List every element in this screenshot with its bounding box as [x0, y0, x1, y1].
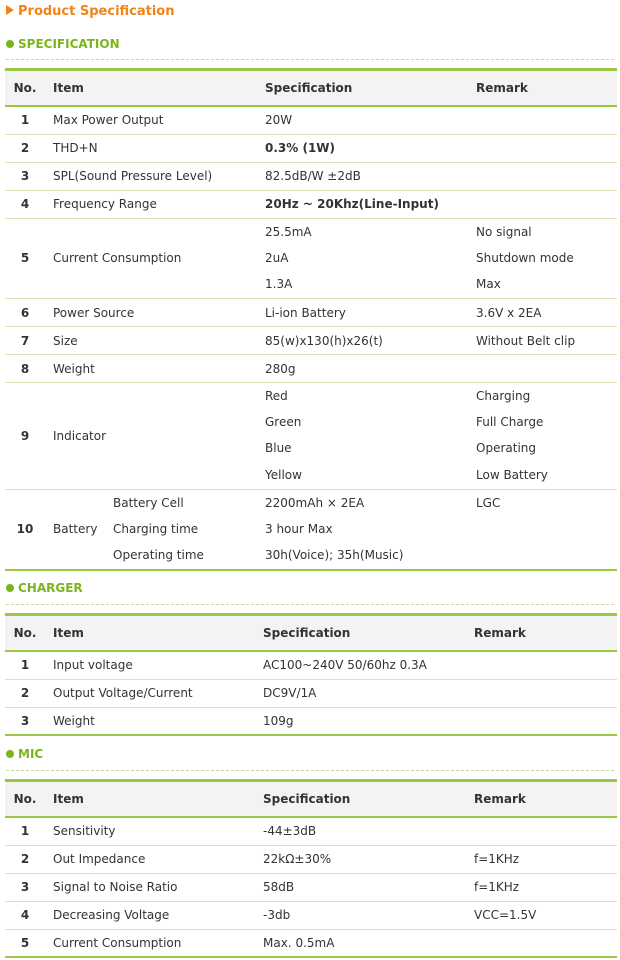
row-spec: -44±3dB — [255, 817, 466, 845]
row-spec: 85(w)x130(h)x26(t) — [257, 327, 468, 355]
col-header-remark: Remark — [466, 615, 617, 652]
row-remark: No signal — [476, 224, 532, 239]
row-no: 2 — [5, 679, 45, 707]
col-header-remark: Remark — [468, 70, 617, 107]
col-header-remark: Remark — [466, 781, 617, 818]
col-header-specification: Specification — [257, 70, 468, 107]
row-spec: 2200mAh × 2EA — [265, 495, 365, 510]
row-no: 1 — [5, 817, 45, 845]
row-spec: 20Hz ~ 20Khz(Line-Input) — [257, 190, 468, 218]
table-row — [5, 218, 617, 245]
row-spec: 25.5mA — [265, 224, 312, 239]
row-spec: 280g — [257, 355, 468, 383]
row-spec: 1.3A — [257, 271, 468, 299]
row-item: Output Voltage/Current — [45, 679, 255, 707]
table-row — [5, 327, 617, 355]
row-spec: -3db — [255, 901, 466, 929]
row-remark — [466, 817, 617, 845]
row-no: 4 — [5, 901, 45, 929]
row-remark — [468, 355, 617, 383]
row-spec: 22kΩ±30% — [255, 845, 466, 873]
row-spec: AC100~240V 50/60hz 0.3A — [255, 651, 466, 679]
table-row — [5, 355, 617, 383]
row-spec: DC9V/1A — [255, 679, 466, 707]
row-no: 8 — [5, 355, 45, 383]
row-spec: 30h(Voice); 35h(Music) — [265, 548, 404, 562]
table-row — [5, 299, 617, 327]
row-spec: Green — [265, 415, 302, 429]
row-remark — [468, 516, 617, 542]
table-row — [5, 901, 617, 929]
row-no: 2 — [5, 134, 45, 162]
row-spec: 3 hour Max — [265, 521, 333, 536]
row-subitem: Operating time — [113, 548, 204, 562]
row-remark — [466, 679, 617, 707]
table-row — [5, 190, 617, 218]
row-item: Weight — [45, 355, 257, 383]
section-divider — [6, 604, 614, 605]
row-no: 2 — [5, 845, 45, 873]
row-item: Input voltage — [45, 651, 255, 679]
section-title-mic: MIC — [6, 745, 43, 763]
specification-table — [5, 68, 617, 571]
col-header-no: No. — [5, 70, 45, 107]
row-no: 5 — [20, 935, 30, 950]
row-remark: f=1KHz — [466, 873, 617, 901]
page-title — [6, 3, 175, 21]
row-item: Current Consumption — [45, 218, 257, 299]
row-item: Signal to Noise Ratio — [45, 873, 255, 901]
row-item: Size — [45, 327, 257, 355]
row-remark — [466, 651, 617, 679]
row-spec: 58dB — [255, 873, 466, 901]
circle-bullet-icon — [6, 584, 14, 592]
table-row — [5, 134, 617, 162]
table-row — [5, 162, 617, 190]
row-remark — [468, 106, 617, 134]
table-row — [5, 383, 617, 410]
row-no: 5 — [5, 218, 45, 299]
table-header-row — [5, 615, 617, 652]
row-subitem: Battery Cell — [113, 495, 184, 510]
table-row — [5, 817, 617, 845]
section-divider — [6, 770, 614, 771]
row-spec: 82.5dB/W ±2dB — [257, 162, 468, 190]
row-spec: Red — [265, 389, 288, 403]
row-item: Indicator — [45, 383, 257, 490]
row-remark: Shutdown mode — [476, 250, 574, 265]
row-no: 3 — [20, 713, 30, 728]
row-no: 1 — [5, 651, 45, 679]
row-no: 7 — [5, 327, 45, 355]
row-spec: 109g — [263, 713, 294, 728]
row-remark: Full Charge — [476, 415, 544, 429]
row-item: Decreasing Voltage — [45, 901, 255, 929]
section-divider — [6, 59, 614, 60]
circle-bullet-icon — [6, 750, 14, 758]
row-remark — [468, 542, 617, 570]
row-no: 6 — [5, 299, 45, 327]
section-title-charger: CHARGER — [6, 579, 83, 597]
row-item: Power Source — [45, 299, 257, 327]
page-title-text: Product Specification — [18, 4, 175, 19]
row-no: 9 — [5, 383, 45, 490]
table-header-row — [5, 70, 617, 107]
row-remark — [466, 707, 617, 735]
row-remark — [468, 190, 617, 218]
row-remark: Without Belt clip — [468, 327, 617, 355]
row-item: Sensitivity — [45, 817, 255, 845]
row-spec: Li-ion Battery — [257, 299, 468, 327]
row-remark: Low Battery — [468, 461, 617, 489]
row-spec: Max. 0.5mA — [263, 935, 335, 950]
triangle-bullet-icon — [6, 5, 14, 15]
row-remark — [468, 134, 617, 162]
section-title-specification: SPECIFICATION — [6, 35, 120, 53]
row-item: THD+N — [45, 134, 257, 162]
col-header-specification: Specification — [255, 781, 466, 818]
table-row — [5, 929, 617, 957]
row-remark: Max — [468, 271, 617, 299]
row-remark — [466, 929, 617, 957]
table-row — [5, 845, 617, 873]
row-item: Max Power Output — [45, 106, 257, 134]
row-remark — [468, 162, 617, 190]
table-row — [5, 651, 617, 679]
row-no: 3 — [5, 873, 45, 901]
charger-table — [5, 613, 617, 736]
col-header-item: Item — [45, 615, 255, 652]
table-row — [5, 679, 617, 707]
table-header-row — [5, 781, 617, 818]
row-item: Current Consumption — [53, 935, 182, 950]
table-row — [5, 106, 617, 134]
row-item: Weight — [53, 713, 95, 728]
row-remark: f=1KHz — [466, 845, 617, 873]
row-item: Out Impedance — [45, 845, 255, 873]
row-remark: LGC — [476, 495, 501, 510]
col-header-item: Item — [45, 70, 257, 107]
row-subitem: Charging time — [113, 521, 199, 536]
table-row — [5, 873, 617, 901]
row-item: Battery — [53, 522, 98, 536]
mic-table — [5, 779, 617, 958]
col-header-no: No. — [5, 615, 45, 652]
table-row — [5, 489, 617, 516]
row-remark: 3.6V x 2EA — [468, 299, 617, 327]
col-header-item: Item — [45, 781, 255, 818]
row-spec: 0.3% (1W) — [257, 134, 468, 162]
row-spec: 20W — [257, 106, 468, 134]
col-header-specification: Specification — [255, 615, 466, 652]
row-no: 4 — [5, 190, 45, 218]
row-no: 10 — [16, 522, 34, 536]
row-spec: Yellow — [257, 461, 468, 489]
col-header-no: No. — [5, 781, 45, 818]
table-row — [5, 707, 617, 735]
row-item: Frequency Range — [45, 190, 257, 218]
row-item: SPL(Sound Pressure Level) — [45, 162, 257, 190]
row-remark: VCC=1.5V — [466, 901, 617, 929]
row-spec: 2uA — [265, 250, 289, 265]
row-remark: Charging — [476, 389, 531, 403]
circle-bullet-icon — [6, 40, 14, 48]
row-spec: Blue — [265, 441, 292, 455]
row-no: 1 — [5, 106, 45, 134]
row-no: 3 — [5, 162, 45, 190]
row-remark: Operating — [476, 441, 536, 455]
